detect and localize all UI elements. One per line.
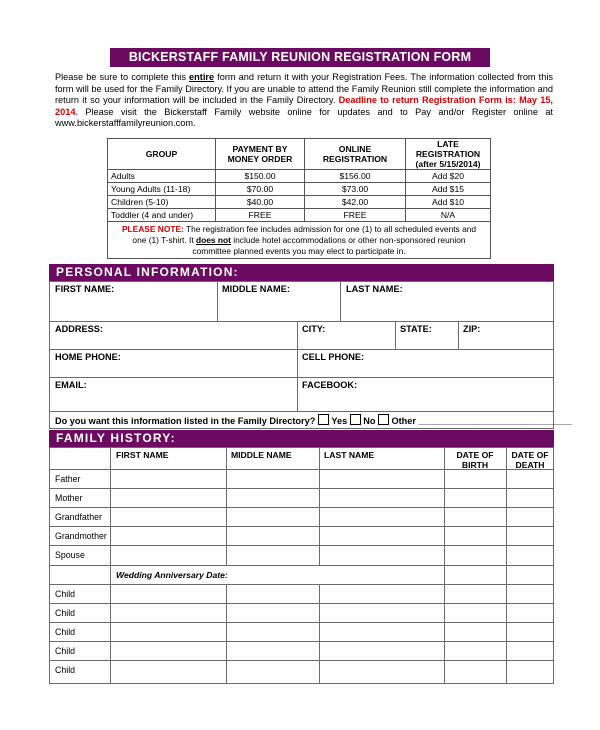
- address-label: ADDRESS:: [55, 324, 103, 334]
- row-label-father: Father: [55, 474, 81, 484]
- facebook-label: FACEBOOK:: [302, 380, 358, 390]
- col-last-name: LAST NAME: [324, 450, 375, 460]
- divider: [319, 447, 320, 565]
- note-text-1: The registration fee includes admission for one (1) to all scheduled events and one (1) T-shirt. It: [132, 223, 477, 245]
- fee-cell: Add $10: [406, 196, 491, 209]
- fee-cell: $150.00: [216, 170, 305, 183]
- first-name-label: FIRST NAME:: [55, 284, 115, 294]
- divider: [49, 603, 554, 604]
- divider: [226, 447, 227, 565]
- fee-cell: $40.00: [216, 196, 305, 209]
- fee-cell: $156.00: [305, 170, 406, 183]
- row-label-spouse: Spouse: [55, 550, 85, 560]
- divider: [340, 281, 341, 321]
- fee-header-late: LATE REGISTRATION (after 5/15/2014): [406, 139, 491, 170]
- intro-text-3: . Please visit the Bickerstaff Family website online for updates and to Pay and/or Register online at www.bickerstafffamilyreunion.com.: [55, 106, 553, 129]
- divider: [297, 321, 298, 411]
- divider: [49, 349, 554, 350]
- fee-row: [108, 196, 491, 209]
- last-name-label: LAST NAME:: [346, 284, 403, 294]
- divider: [49, 411, 554, 412]
- fee-row: [108, 170, 491, 183]
- divider: [49, 584, 554, 585]
- fee-table: [107, 138, 491, 259]
- fee-cell: Children (5-10): [108, 196, 216, 209]
- col-first-name: FIRST NAME: [116, 450, 169, 460]
- note-label: PLEASE NOTE:: [121, 223, 184, 234]
- divider: [49, 660, 554, 661]
- fee-cell: $73.00: [305, 183, 406, 196]
- fee-cell: Toddler (4 and under): [108, 209, 216, 222]
- wedding-anniversary-label: Wedding Anniversary Date:: [116, 570, 228, 580]
- fee-cell: FREE: [216, 209, 305, 222]
- fee-header-group: GROUP: [108, 139, 216, 170]
- other-checkbox[interactable]: [378, 414, 389, 425]
- intro-text-1: Please be sure to complete this: [55, 72, 190, 82]
- fee-row: [108, 209, 491, 222]
- row-label-grandfather: Grandfather: [55, 512, 102, 522]
- divider: [49, 526, 554, 527]
- row-label-child: Child: [55, 608, 76, 618]
- divider: [217, 281, 218, 321]
- other-label: Other ______________________________: [391, 416, 572, 426]
- divider: [49, 545, 554, 546]
- fee-cell: N/A: [406, 209, 491, 222]
- fee-cell: $42.00: [305, 196, 406, 209]
- row-label-child: Child: [55, 665, 76, 675]
- personal-info-heading: PERSONAL INFORMATION:: [49, 264, 554, 281]
- state-label: STATE:: [400, 324, 432, 334]
- divider: [458, 321, 459, 349]
- fee-table-header: [108, 139, 491, 170]
- intro-text-2: form and return it with your Registration Fees. The information collected from this form will be used for the Family Directory. If you are unable to attend the Family Reunion still complete the information and return it so your information will be included in the Family Directory.: [55, 72, 553, 106]
- fee-cell: Add $20: [406, 170, 491, 183]
- intro-entire: entire: [189, 72, 215, 82]
- fee-note-row: [108, 222, 491, 259]
- directory-question: [55, 414, 572, 426]
- intro-paragraph: [55, 72, 553, 130]
- divider: [49, 641, 554, 642]
- note-does-not: does not: [196, 234, 231, 245]
- fee-row: [108, 183, 491, 196]
- email-label: EMAIL:: [55, 380, 87, 390]
- fee-cell: FREE: [305, 209, 406, 222]
- col-date-of-birth: DATE OF BIRTH: [456, 450, 494, 470]
- fee-cell: Add $15: [406, 183, 491, 196]
- family-history-heading: FAMILY HISTORY:: [49, 430, 554, 447]
- home-phone-label: HOME PHONE:: [55, 352, 121, 362]
- divider: [49, 565, 554, 566]
- fee-note: [108, 222, 491, 259]
- no-label: No: [363, 416, 376, 426]
- row-label-child: Child: [55, 646, 76, 656]
- no-checkbox[interactable]: [350, 414, 361, 425]
- col-date-of-death: DATE OF DEATH: [511, 450, 549, 470]
- note-text-2: include hotel accommodations or other non-sponsored reunion committee planned events you may elect to participate in.: [192, 234, 466, 256]
- row-label-mother: Mother: [55, 493, 83, 503]
- yes-checkbox[interactable]: [318, 414, 329, 425]
- fee-header-money-order: PAYMENT BY MONEY ORDER: [216, 139, 305, 170]
- divider: [49, 321, 554, 322]
- row-label-child: Child: [55, 627, 76, 637]
- fee-cell: $70.00: [216, 183, 305, 196]
- form-title: BICKERSTAFF FAMILY REUNION REGISTRATION FORM: [110, 48, 490, 67]
- divider: [319, 584, 320, 684]
- fee-cell: Adults: [108, 170, 216, 183]
- col-middle-name: MIDDLE NAME: [231, 450, 292, 460]
- divider: [49, 488, 554, 489]
- directory-question-text: Do you want this information listed in the Family Directory?: [55, 416, 316, 426]
- zip-label: ZIP:: [463, 324, 481, 334]
- fee-header-online: ONLINE REGISTRATION: [305, 139, 406, 170]
- city-label: CITY:: [302, 324, 326, 334]
- yes-label: Yes: [331, 416, 348, 426]
- divider: [226, 584, 227, 684]
- row-label-child: Child: [55, 589, 76, 599]
- middle-name-label: MIDDLE NAME:: [222, 284, 290, 294]
- cell-phone-label: CELL PHONE:: [302, 352, 365, 362]
- divider: [395, 321, 396, 349]
- divider: [49, 622, 554, 623]
- divider: [49, 377, 554, 378]
- deadline-text: Deadline to return Registration Form is: May 15, 2014: [55, 95, 553, 117]
- fee-cell: Young Adults (11-18): [108, 183, 216, 196]
- divider: [49, 507, 554, 508]
- row-label-grandmother: Grandmother: [55, 531, 107, 541]
